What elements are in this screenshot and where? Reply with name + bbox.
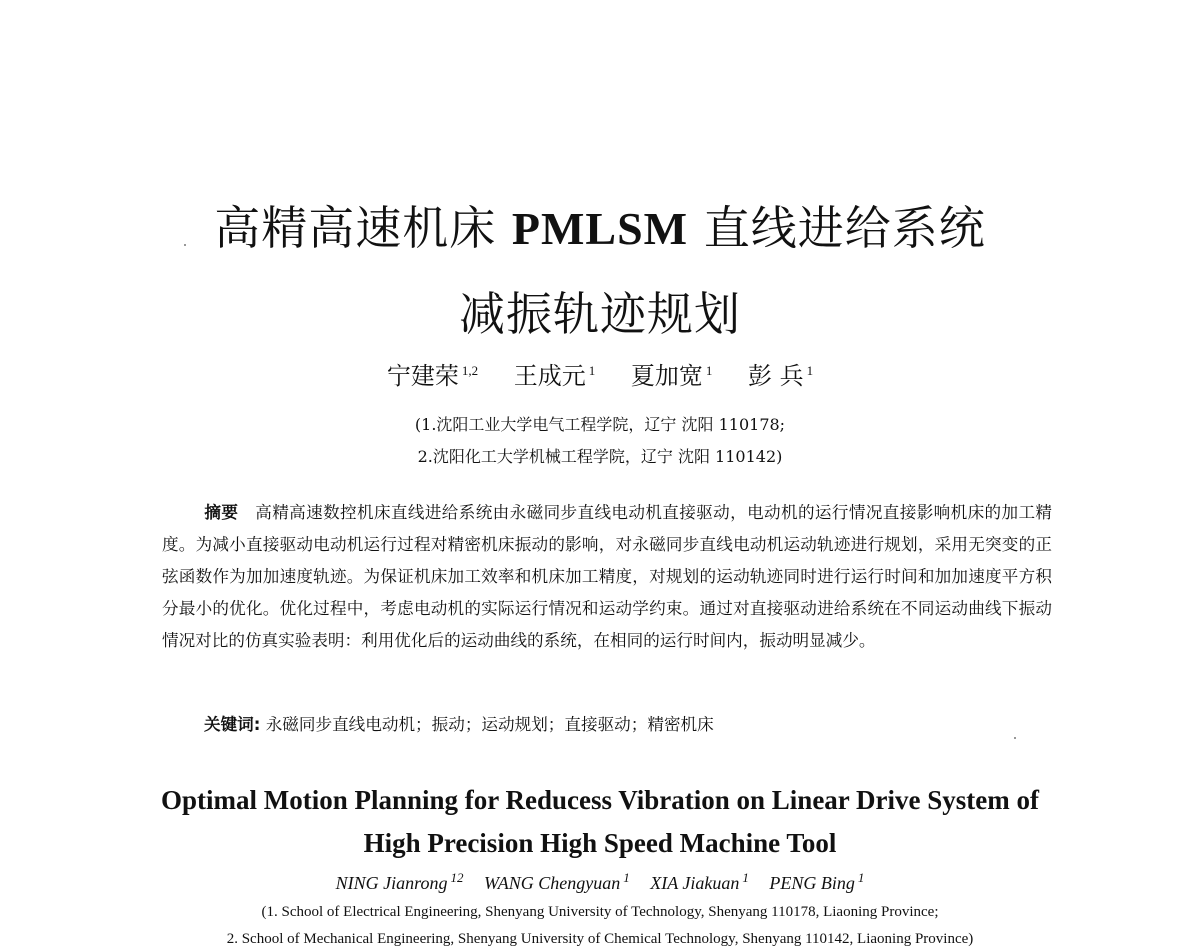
keywords-text: 永磁同步直线电动机；振动；运动规划；直接驱动；精密机床 — [265, 715, 714, 734]
author-en — [769, 870, 865, 893]
author-cn — [387, 362, 478, 390]
title-en-line2: High Precision High Speed Machine Tool — [363, 828, 837, 858]
author-en-name: XIA Jiakuan — [650, 873, 740, 893]
author-en-name: NING Jianrong — [335, 873, 448, 893]
author-cn-name: 彭 兵 — [748, 362, 804, 390]
author-cn-sup: 1 — [705, 363, 713, 378]
keywords-label: 关键词: — [204, 715, 261, 734]
keywords-cn — [162, 709, 1052, 741]
author-en — [335, 870, 464, 893]
affiliation-cn-2: 2.沈阳化工大学机械工程学院，辽宁 沈阳 110142) — [417, 447, 783, 466]
author-cn — [514, 362, 596, 390]
title-cn-part3: 直线进给系统 — [703, 201, 986, 255]
author-en-sup: 1 — [742, 870, 749, 885]
title-cn-line1 — [0, 192, 1200, 258]
author-en — [650, 870, 749, 893]
scan-speck — [184, 244, 186, 246]
affiliation-en-2: 2. School of Mechanical Engineering, Shenyang University of Chemical Technology, Shenyang 110142, Liaoning Province) — [226, 931, 974, 947]
title-cn-part1: 高精高速机床 — [214, 201, 497, 255]
affiliation-cn-1: (1.沈阳工业大学电气工程学院，辽宁 沈阳 110178; — [414, 415, 786, 434]
title-cn-line2: 减振轨迹规划 — [459, 287, 741, 341]
author-en-name: PENG Bing — [769, 873, 855, 893]
author-cn-name: 王成元 — [513, 362, 586, 390]
author-en — [483, 870, 630, 893]
author-cn — [748, 362, 813, 390]
abstract-cn — [162, 497, 1052, 657]
author-cn-name: 夏加宽 — [630, 362, 703, 390]
abstract-label: 摘要 — [204, 503, 239, 522]
author-cn-name: 宁建荣 — [386, 362, 459, 390]
author-cn-sup: 1 — [588, 363, 596, 378]
title-cn-part2: PMLSM — [511, 203, 689, 254]
authors-cn — [0, 356, 1200, 391]
abstract-text: 高精高速数控机床直线进给系统由永磁同步直线电动机直接驱动，电动机的运行情况直接影响机床的加工精度。为减小直接驱动电动机运行过程对精密机床振动的影响，对永磁同步直线电动机运动轨迹进行规划，采用无突变的正弦函数作为加加速度轨迹。为保证机床加工效率和机床加工精度，对规划的运动轨迹同时进行运行时间和加加速度平方积分最小的优化。优化过程中，考虑电动机的实际运行情况和运动学约束。通过对直接驱动进给系统在不同运动曲线下振动情况对比的仿真实验表明：利用优化后的运动曲线的系统，在相同的运行时间内，振动明显减少。 — [162, 503, 1053, 650]
affiliation-en-1: (1. School of Electrical Engineering, Shenyang University of Technology, Shenyang 110178, Liaoning Province; — [261, 904, 939, 920]
author-en-sup: 1 — [623, 870, 630, 885]
author-cn-sup: 1 — [806, 363, 814, 378]
author-cn-sup: 1,2 — [461, 363, 479, 378]
author-en-sup: 1 — [857, 870, 865, 885]
author-en-name: WANG Chengyuan — [483, 873, 621, 893]
authors-en — [0, 870, 1200, 894]
author-cn — [631, 362, 713, 390]
title-en-line1: Optimal Motion Planning for Reducess Vibration on Linear Drive System of — [160, 785, 1039, 815]
scan-speck — [1014, 737, 1016, 739]
author-en-sup: 12 — [450, 870, 464, 885]
